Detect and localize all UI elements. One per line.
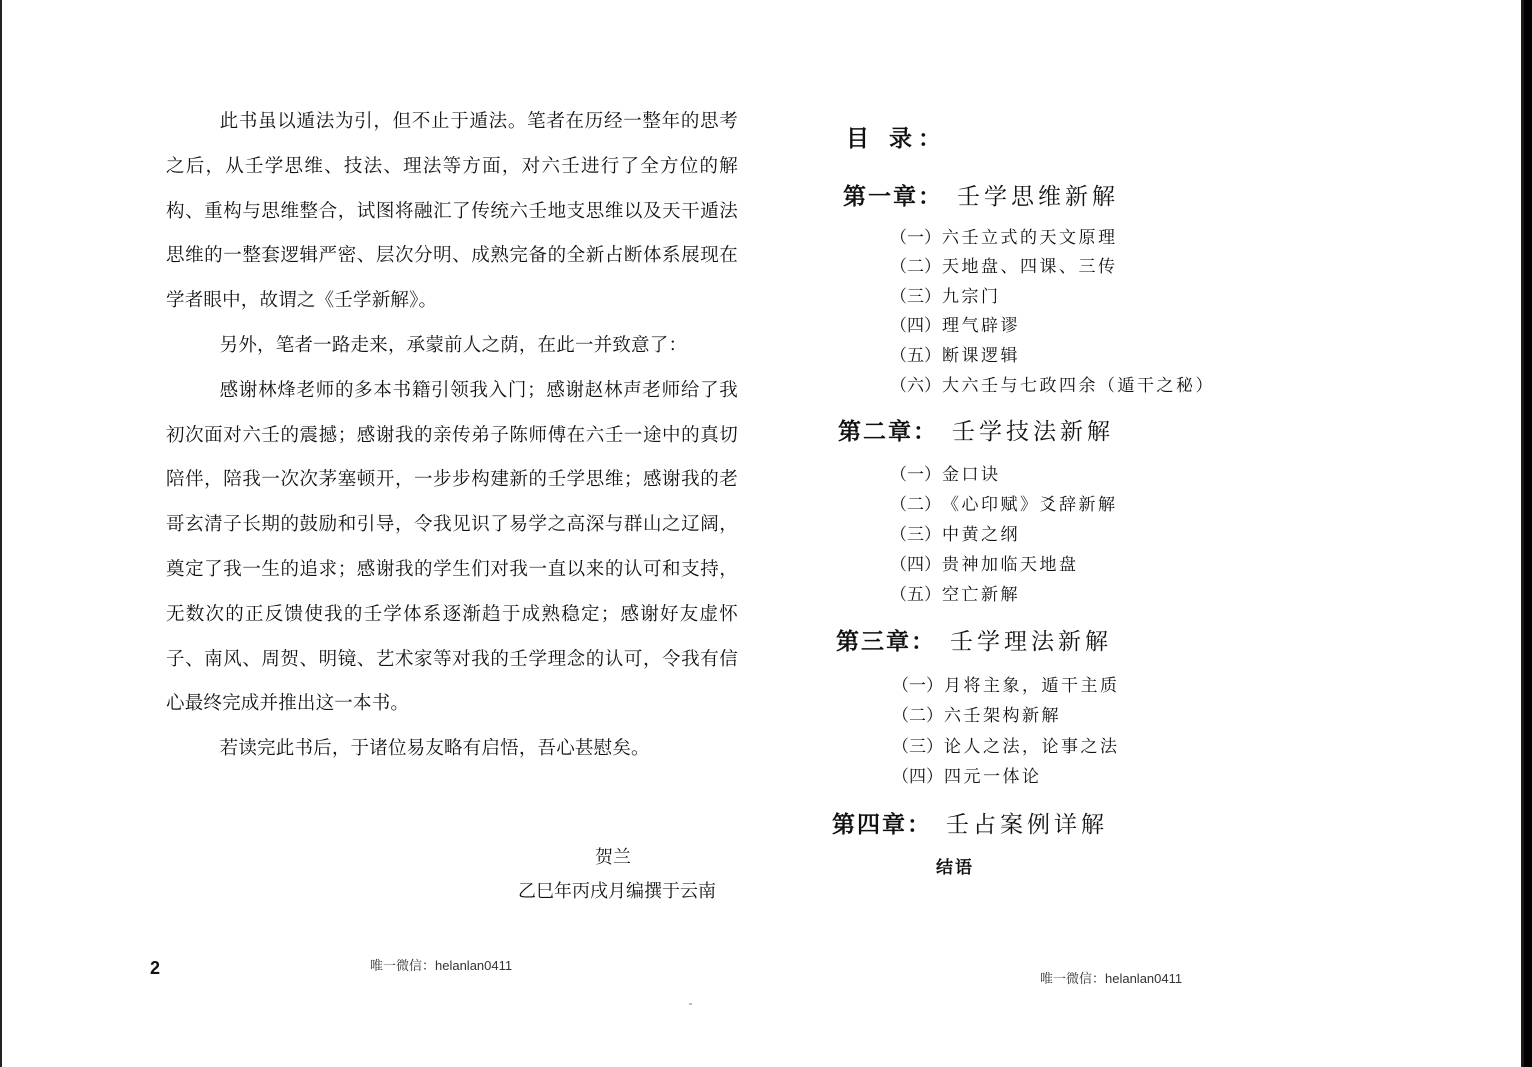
toc-conclusion[interactable]: 结语 [936,858,974,878]
chapter-number: 第四章： [832,811,932,838]
item-title: 九宗门 [942,287,1001,307]
item-index: （三） [890,287,941,307]
toc-chapter-1[interactable] [843,178,1119,211]
chapter-number: 第一章： [843,183,943,210]
item-index: （五） [890,346,941,366]
toc-item[interactable] [890,550,1079,575]
toc-item[interactable] [890,341,1020,366]
item-title: 金口诀 [942,465,1001,485]
item-index: （一） [892,676,943,696]
toc-item[interactable] [890,460,1001,485]
author-name: 贺兰 [595,847,631,868]
item-index: （一） [890,228,941,248]
item-index: （二） [892,706,943,726]
item-title: 月将主象，遁干主质 [944,676,1120,696]
item-index: （二） [890,495,941,515]
toc-item[interactable] [892,732,1120,757]
preface-paragraph: 感谢林烽老师的多本书籍引领我入门；感谢赵林声老师给了我初次面对六壬的震撼；感谢我的亲传弟子陈师傅在六壬一途中的真切陪伴，陪我一次次茅塞顿开，一步步构建新的壬学思维；感谢我的老哥玄清子长期的鼓励和引导，令我见识了易学之高深与群山之辽阔，奠定了我一生的追求；感谢我的学生们对我一直以来的认可和支持，无数次的正反馈使我的壬学体系逐渐趋于成熟稳定；感谢好友虚怀子、南风、周贺、明镜、艺术家等对我的壬学理念的认可，令我有信心最终完成并推出这一本书。 [166,379,738,715]
toc-item[interactable] [890,282,1001,307]
item-title: 空亡新解 [942,585,1020,605]
toc-chapter-3[interactable] [836,623,1112,656]
toc-item[interactable] [890,223,1118,248]
chapter-name: 壬占案例详解 [946,812,1108,838]
chapter-number: 第二章： [838,418,938,445]
toc-item[interactable] [890,371,1215,396]
toc-item[interactable] [892,762,1042,787]
footer-wechat-left: 唯一微信：helanlan0411 [370,958,513,973]
toc-item[interactable] [890,252,1118,277]
item-index: （三） [892,737,943,757]
item-index: （四） [892,767,943,787]
compile-date-place: 乙巳年丙戌月编撰于云南 [518,881,716,902]
item-index: （二） [890,257,941,277]
preface-paragraph: 此书虽以遁法为引，但不止于遁法。笔者在历经一整年的思考之后，从壬学思维、技法、理法等方面，对六壬进行了全方位的解构、重构与思维整合，试图将融汇了传统六壬地支思维以及天干遁法思维的一整套逻辑严密、层次分明、成熟完备的全新占断体系展现在学者眼中，故谓之《壬学新解》。 [166,111,738,312]
item-index: （五） [890,585,941,605]
toc-item[interactable] [892,671,1120,696]
item-title: 天地盘、四课、三传 [942,257,1118,277]
item-title: 理气辟谬 [942,316,1020,336]
item-index: （一） [890,465,941,485]
page-number: 2 [150,958,161,978]
toc-item[interactable] [890,490,1118,515]
chapter-name: 壬学理法新解 [950,629,1112,655]
chapter-name: 壬学技法新解 [952,419,1114,445]
toc-item[interactable] [890,580,1020,605]
item-title: 论人之法，论事之法 [944,737,1120,757]
item-title: 《心印赋》爻辞新解 [942,495,1118,515]
item-index: （三） [890,525,941,545]
toc-item[interactable] [890,311,1020,336]
preface-paragraph: 若读完此书后，于诸位易友略有启悟，吾心甚慰矣。 [219,738,650,760]
toc-chapter-4[interactable] [832,806,1108,839]
item-title: 断课逻辑 [942,346,1020,366]
item-title: 大六壬与七政四余（遁干之秘） [942,376,1215,396]
item-title: 六壬架构新解 [944,706,1061,726]
item-title: 四元一体论 [944,767,1042,787]
item-index: （四） [890,316,941,336]
chapter-name: 壬学思维新解 [957,184,1119,210]
toc-item[interactable] [890,520,1020,545]
footer-wechat-right: 唯一微信：helanlan0411 [1040,971,1183,986]
toc-title: 目 录： [846,125,948,152]
item-index: （六） [890,376,941,396]
item-title: 中黄之纲 [942,525,1020,545]
toc-chapter-2[interactable] [838,413,1114,446]
item-index: （四） [890,555,941,575]
chapter-number: 第三章： [836,628,936,655]
toc-item[interactable] [892,701,1061,726]
item-title: 贵神加临天地盘 [942,555,1079,575]
item-title: 六壬立式的天文原理 [942,228,1118,248]
preface-paragraph: 另外，笔者一路走来，承蒙前人之荫，在此一并致意了： [219,334,688,356]
